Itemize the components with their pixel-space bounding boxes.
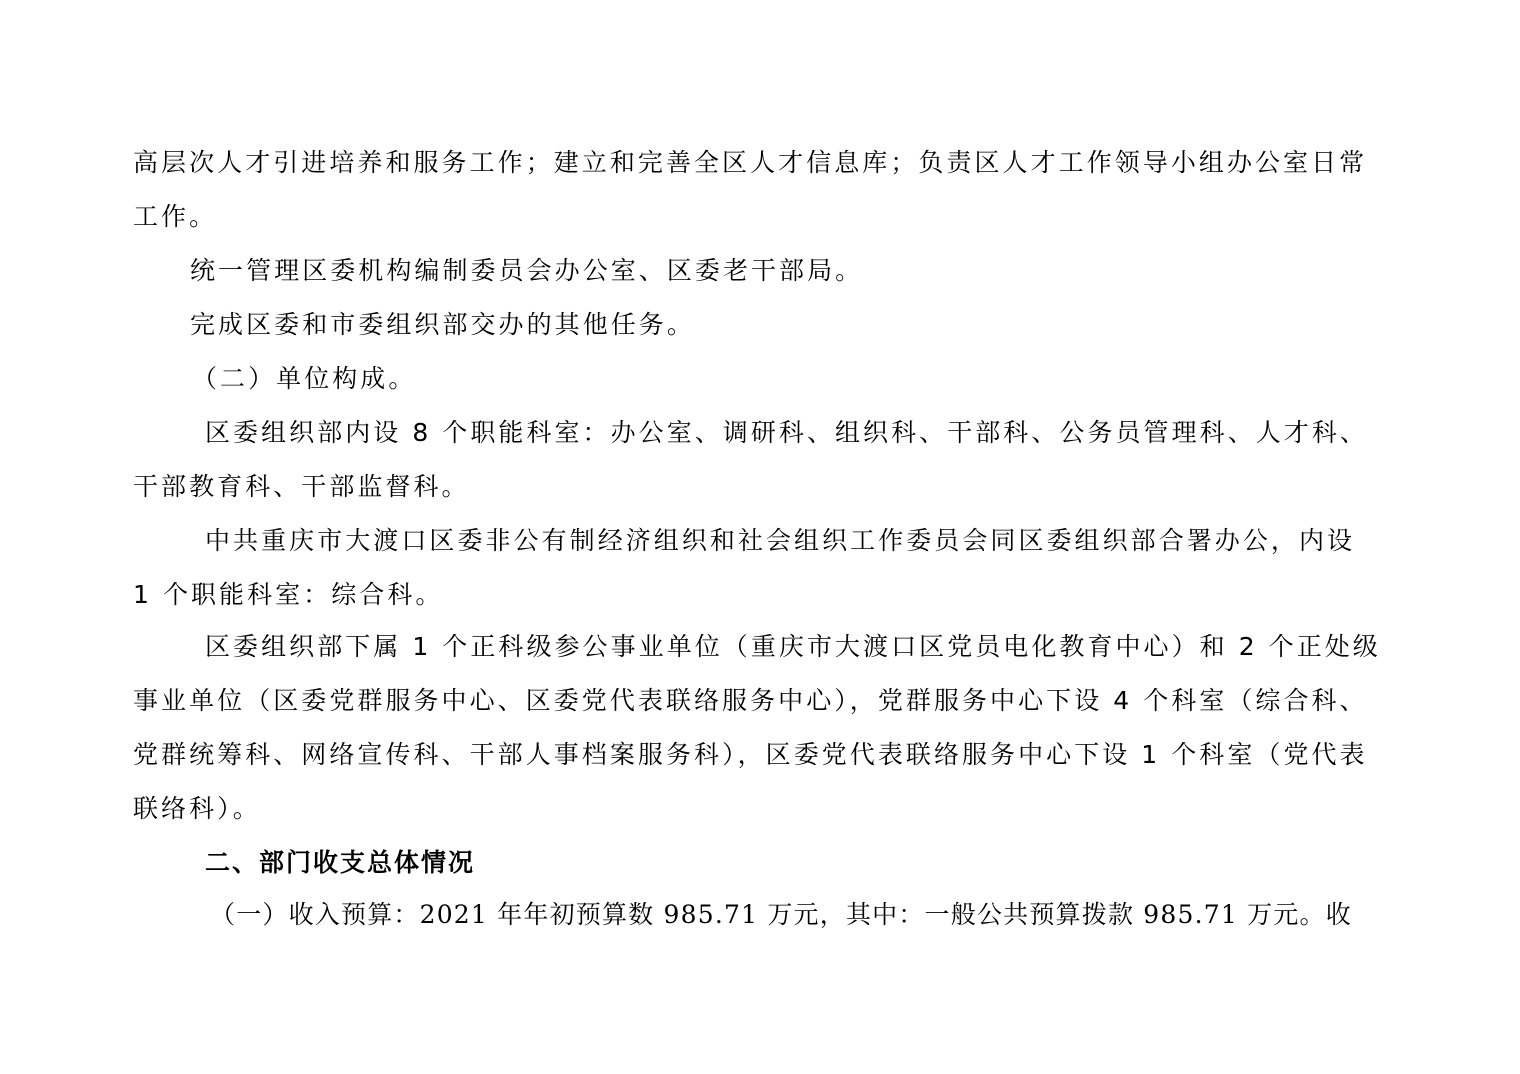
body-text-line: 区委组织部内设 8 个职能科室：办公室、调研科、组织科、干部科、公务员管理科、人才科、 bbox=[205, 418, 1368, 447]
body-text-line: 事业单位（区委党群服务中心、区委党代表联络服务中心），党群服务中心下设 4 个科室（综合科、 bbox=[133, 686, 1368, 715]
body-text-line: 中共重庆市大渡口区委非公有制经济组织和社会组织工作委员会同区委组织部合署办公，内设 bbox=[205, 526, 1356, 555]
body-text-line: 统一管理区委机构编制委员会办公室、区委老干部局。 bbox=[190, 256, 864, 285]
body-text-line: （二）单位构成。 bbox=[192, 364, 417, 393]
body-text-line: 区委组织部下属 1 个正科级参公事业单位（重庆市大渡口区党员电化教育中心）和 2 个正处级 bbox=[205, 632, 1381, 661]
body-text-line: 党群统筹科、网络宣传科、干部人事档案服务科），区委党代表联络服务中心下设 1 个科室（党代表 bbox=[133, 740, 1368, 769]
body-text-line: 1 个职能科室：综合科。 bbox=[133, 580, 444, 609]
section-heading: 二、部门收支总体情况 bbox=[205, 848, 476, 877]
body-text-line: 完成区委和市委组织部交办的其他任务。 bbox=[190, 310, 695, 339]
body-text-line: 高层次人才引进培养和服务工作；建立和完善全区人才信息库；负责区人才工作领导小组办公室日常 bbox=[133, 148, 1368, 177]
body-text-line: 干部教育科、干部监督科。 bbox=[133, 472, 470, 501]
body-text-line: （一）收入预算：2021 年年初预算数 985.71 万元，其中：一般公共预算拨款 985.71 万元。收 bbox=[210, 900, 1352, 929]
body-text-line: 联络科）。 bbox=[133, 794, 261, 823]
body-text-line: 工作。 bbox=[133, 202, 218, 231]
